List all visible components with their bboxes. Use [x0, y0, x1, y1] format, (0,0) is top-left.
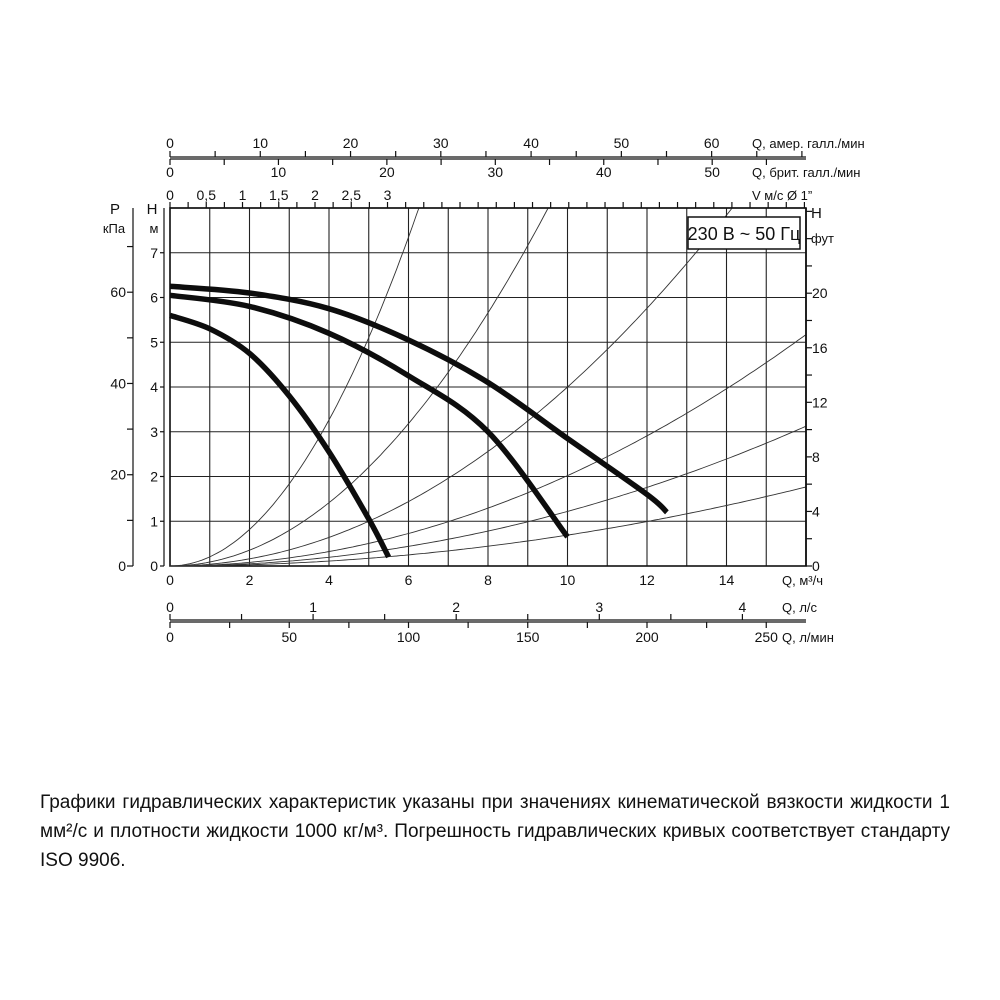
y-tick-label-ft: 4 — [812, 503, 820, 520]
x-lmin-tick-label: 100 — [396, 629, 421, 645]
x-ukgpm-label: Q, брит. галл./мин — [752, 165, 861, 180]
x-tick-label-m3h: 6 — [404, 572, 413, 588]
x-usgpm-tick-label: 20 — [342, 135, 359, 151]
y-tick-label-ft: 16 — [812, 339, 828, 356]
x-ls-tick-label: 1 — [309, 599, 317, 615]
y-tick-label-m: 5 — [150, 334, 158, 351]
y-tick-label-ft: 0 — [812, 558, 820, 574]
y-axis-label-kpa: P — [109, 201, 121, 218]
y-tick-label-m: 3 — [150, 423, 158, 440]
x-lmin-tick-label: 50 — [281, 629, 298, 645]
y-axis-label-m: H — [146, 201, 158, 218]
x-velocity-tick-label: 3 — [383, 187, 392, 203]
x-tick-label-m3h: 0 — [166, 572, 174, 588]
y-tick-label-kpa: 0 — [118, 558, 126, 574]
x-ukgpm-tick-label: 20 — [379, 164, 395, 180]
y-axis-unit-m: м — [149, 221, 159, 236]
x-usgpm-tick-label: 30 — [433, 135, 449, 151]
x-usgpm-tick-label: 60 — [703, 135, 720, 151]
y-axis-label-ft: H — [811, 205, 822, 222]
x-usgpm-tick-label: 50 — [613, 135, 630, 151]
x-ls-tick-label: 3 — [595, 599, 604, 615]
x-ls-tick-label: 4 — [738, 599, 747, 615]
y-tick-label-ft: 8 — [812, 448, 820, 465]
x-ukgpm-tick-label: 50 — [704, 164, 720, 180]
x-ukgpm-tick-label: 0 — [166, 164, 174, 180]
x-lmin-label: Q, л/мин — [782, 630, 834, 645]
y-tick-label-m: 7 — [150, 244, 158, 261]
y-tick-label-m: 6 — [150, 289, 158, 306]
x-velocity-label: V м/с Ø 1” — [752, 188, 813, 203]
voltage-badge-label: 230 В ~ 50 Гц — [687, 224, 801, 244]
y-tick-label-m: 0 — [150, 558, 158, 574]
x-lmin-tick-label: 250 — [754, 629, 778, 645]
x-lmin-tick-label: 150 — [516, 629, 540, 645]
x-usgpm-tick-label: 0 — [166, 135, 174, 151]
x-usgpm-tick-label: 40 — [523, 135, 539, 151]
y-tick-label-kpa: 60 — [110, 284, 126, 301]
y-tick-label-m: 1 — [150, 513, 158, 530]
x-tick-label-m3h: 12 — [639, 572, 655, 588]
x-velocity-tick-label: 2 — [311, 187, 319, 203]
x-velocity-tick-label: 0 — [166, 187, 174, 203]
x-lmin-tick-label: 0 — [166, 629, 174, 645]
y-tick-label-m: 2 — [150, 468, 158, 485]
x-velocity-tick-label: 2,5 — [341, 187, 361, 203]
y-tick-label-kpa: 20 — [110, 466, 126, 483]
chart-caption: Графики гидравлических характеристик указаны при значениях кинематической вязкости жидкости 1 мм²/с и плотности жидкости 1000 кг/м³. Погрешность гидравлических кривых соответствует стандарту ISO 9906. — [40, 792, 950, 871]
x-velocity-tick-label: 0,5 — [196, 187, 216, 203]
x-velocity-tick-label: 1,5 — [269, 187, 289, 203]
x-ls-tick-label: 0 — [166, 599, 174, 615]
x-ls-label: Q, л/с — [782, 600, 818, 615]
x-tick-label-m3h: 14 — [718, 572, 735, 588]
y-tick-label-ft: 20 — [812, 285, 828, 302]
x-ukgpm-tick-label: 30 — [487, 164, 504, 180]
x-axis-label-m3h: Q, м³/ч — [782, 573, 823, 588]
x-lmin-tick-label: 200 — [635, 629, 659, 645]
y-axis-unit-kpa: кПа — [102, 221, 126, 236]
y-tick-label-ft: 12 — [812, 394, 828, 411]
y-axis-unit-ft: фут — [811, 231, 835, 246]
y-tick-label-m: 4 — [150, 379, 158, 395]
y-tick-label-kpa: 40 — [110, 375, 126, 392]
x-velocity-tick-label: 1 — [238, 187, 247, 203]
x-tick-label-m3h: 10 — [559, 572, 576, 588]
x-ukgpm-tick-label: 40 — [595, 164, 612, 180]
x-ukgpm-tick-label: 10 — [270, 164, 287, 180]
x-tick-label-m3h: 4 — [325, 572, 333, 588]
x-usgpm-tick-label: 10 — [252, 135, 269, 151]
pump-curve-3 — [170, 286, 667, 512]
x-tick-label-m3h: 8 — [484, 572, 492, 588]
x-tick-label-m3h: 2 — [245, 572, 254, 588]
x-usgpm-label: Q, амер. галл./мин — [752, 136, 865, 151]
x-ls-tick-label: 2 — [452, 599, 461, 615]
